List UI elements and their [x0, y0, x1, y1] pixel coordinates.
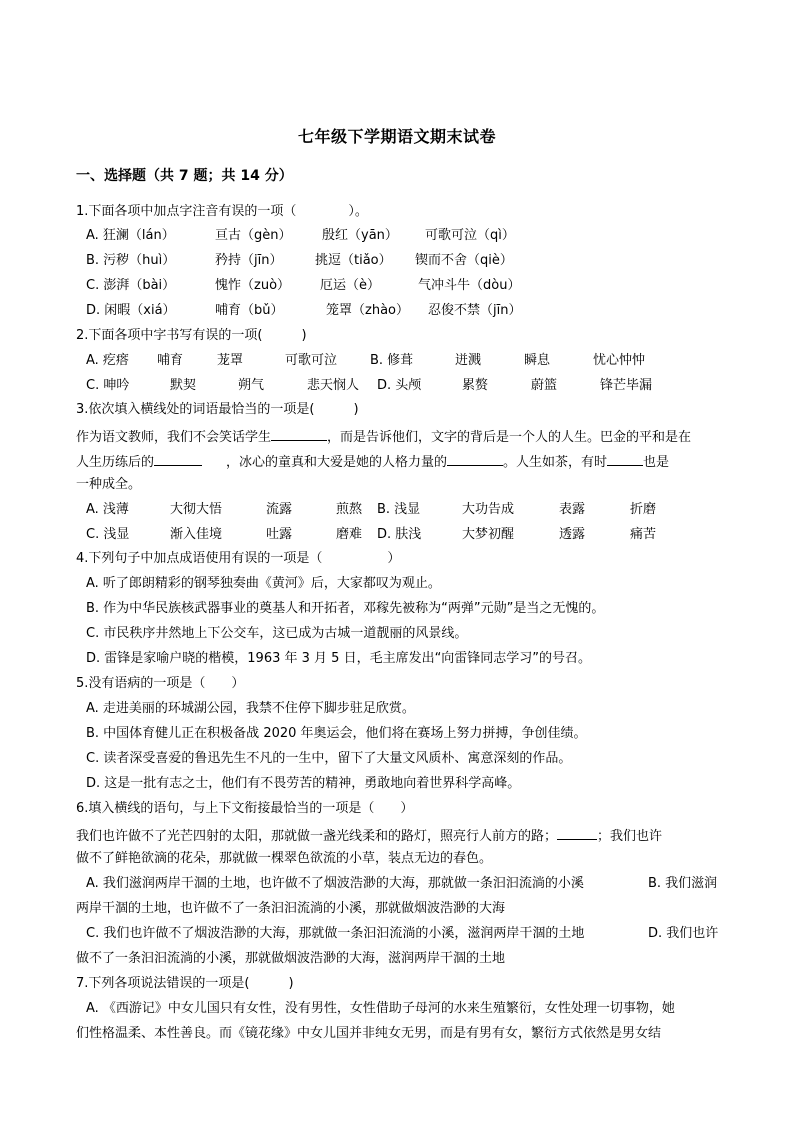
q1-option-d-4: 忍俊不禁（jīn）: [428, 303, 522, 318]
q6-option-a: A. 我们滋润两岸干涸的土地，也许做不了烟波浩渺的大海，那就做一条汩汩流淌的小溪: [86, 876, 584, 891]
question-3-passage-line-1: [76, 426, 691, 447]
q1-option-d-3: 笼罩（zhào）: [326, 303, 409, 318]
question-7-stem: 7.下列各项说法错误的一项是( ): [76, 976, 294, 991]
q2-cell: 迸溅: [455, 353, 482, 368]
q3-cell: 磨难: [336, 527, 363, 542]
q2-cell: 默契: [170, 378, 197, 393]
q3-cell: 大梦初醒: [462, 527, 515, 542]
q3-cell: 痛苦: [630, 527, 657, 542]
passage-text: ，而是告诉他们，文字的背后是一个人的人生。巴金的平和是在: [327, 430, 692, 445]
q1-option-c-4: 气冲斗牛（dòu）: [418, 278, 521, 293]
q2-cell: 锋芒毕漏: [600, 378, 653, 393]
q5-option-a: A. 走进美丽的环城湖公园，我禁不住停下脚步驻足欣赏。: [86, 701, 415, 716]
q3-cell: C. 浅显: [86, 527, 130, 542]
q6-option-b-start: B. 我们滋润: [648, 876, 718, 891]
q5-option-b: B. 中国体育健儿正在积极备战 2020 年奥运会，他们将在赛场上努力拼搏，争创佳绩。: [86, 726, 587, 741]
question-3-passage-line-3: 一种成全。: [76, 477, 142, 492]
q1-option-b-3: 挑逗（tiǎo）: [315, 253, 392, 268]
passage-text: ，冰心的童真和大爱是她的人格力量的: [226, 455, 448, 470]
q2-cell: 累赘: [462, 378, 489, 393]
q2-cell: 朔气: [238, 378, 265, 393]
q1-option-c-3: 厄运（è）: [320, 278, 380, 293]
fill-blank: [154, 451, 202, 466]
question-5-stem: 5.没有语病的一项是（ ）: [76, 676, 245, 691]
q6-option-d-cont: 做不了一条汩汩流淌的小溪，那就做烟波浩渺的大海，滋润两岸干涸的土地: [76, 951, 506, 966]
q3-cell: D. 肤浅: [377, 527, 422, 542]
passage-text: 我们也许做不了光芒四射的太阳，那就做一盏光线柔和的路灯，照亮行人前方的路；: [76, 829, 558, 844]
q3-cell: 大彻大悟: [170, 502, 223, 517]
passage-text: 。人生如茶，有时: [503, 455, 608, 470]
passage-text: 也是: [643, 455, 670, 470]
section-heading: 一、选择题（共 7 题；共 14 分）: [76, 168, 293, 184]
q2-cell: 忧心忡忡: [593, 353, 646, 368]
q1-option-c-2: 愧怍（zuò）: [215, 278, 291, 293]
passage-text: 作为语文教师，我们不会笑话学生: [76, 430, 272, 445]
q4-option-d: D. 雷锋是家喻户晓的楷模，1963 年 3 月 5 日，毛主席发出“向雷锋同志学习”的号召。: [86, 651, 592, 666]
q1-option-c-1: C. 澎湃（bài）: [86, 278, 176, 293]
q7-option-a-line-1: A. 《西游记》中女儿国只有女性，没有男性，女性借助子母河的水来生殖繁衍，女性处理一切事物，她: [86, 1001, 675, 1016]
q2-cell: 瞬息: [524, 353, 551, 368]
q1-option-d-2: 哺育（bǔ）: [215, 303, 284, 318]
q3-cell: B. 浅显: [377, 502, 421, 517]
q3-cell: A. 浅薄: [86, 502, 129, 517]
q3-cell: 渐入佳境: [170, 527, 223, 542]
question-6-stem: 6.填入横线的语句，与上下文衔接最恰当的一项是（ ）: [76, 801, 414, 816]
fill-blank: [271, 426, 327, 441]
question-2-stem: 2.下面各项中字书写有误的一项( ): [76, 328, 307, 343]
q3-cell: 折磨: [630, 502, 657, 517]
q2-cell: 可歌可泣: [285, 353, 338, 368]
q1-option-b-1: B. 污秽（huì）: [86, 253, 176, 268]
q2-cell: D. 头颅: [377, 378, 422, 393]
q2-cell: 哺育: [157, 353, 184, 368]
q3-cell: 煎熬: [336, 502, 363, 517]
question-1-stem: 1.下面各项中加点字注音有误的一项（ ）。: [76, 204, 368, 219]
q1-option-a-3: 殷红（yān）: [322, 228, 398, 243]
question-4-stem: 4.下列句子中加点成语使用有误的一项是（ ）: [76, 551, 401, 566]
fill-blank: [607, 451, 643, 466]
question-6-passage-line-2: 做不了鲜艳欲滴的花朵，那就做一棵翠色欲流的小草，装点无边的春色。: [76, 851, 493, 866]
q6-option-d-start: D. 我们也许: [648, 926, 719, 941]
q6-option-b-cont: 两岸干涸的土地，也许做不了一条汩汩流淌的小溪，那就做烟波浩渺的大海: [76, 901, 506, 916]
q4-option-a: A. 听了郎朗精彩的钢琴独奏曲《黄河》后，大家都叹为观止。: [86, 576, 441, 591]
q1-option-d-1: D. 闲暇（xiá）: [86, 303, 176, 318]
fill-blank: [557, 825, 597, 840]
q2-cell: C. 呻吟: [86, 378, 130, 393]
question-3-passage-line-2: [76, 451, 669, 472]
passage-text: 人生历练后的: [76, 455, 155, 470]
q2-cell: B. 修葺: [370, 353, 414, 368]
q3-cell: 吐露: [266, 527, 293, 542]
q3-cell: 流露: [266, 502, 293, 517]
q3-cell: 表露: [559, 502, 586, 517]
q5-option-d: D. 这是一批有志之士，他们有不畏劳苦的精神，勇敢地向着世界科学高峰。: [86, 776, 521, 791]
q1-option-a-2: 亘古（gèn）: [215, 228, 292, 243]
page-title: 七年级下学期语文期末试卷: [297, 127, 496, 146]
question-3-stem: 3.依次填入横线处的词语最恰当的一项是( ): [76, 402, 359, 417]
q4-option-c: C. 市民秩序井然地上下公交车，这已成为古城一道靓丽的风景线。: [86, 626, 468, 641]
question-6-passage-line-1: [76, 825, 662, 846]
q4-option-b: B. 作为中华民族核武器事业的奠基人和开拓者，邓稼先被称为“两弹”元勋”是当之无愧的。: [86, 601, 605, 616]
q2-cell: 悲天悯人: [307, 378, 360, 393]
q7-option-a-line-2: 们性格温柔、本性善良。而《镜花缘》中女儿国并非纯女无男，而是有男有女，繁衍方式依然是男女结: [76, 1026, 662, 1041]
q2-cell: 茏罩: [217, 353, 244, 368]
q2-cell: A. 疙瘩: [86, 353, 129, 368]
q1-option-b-2: 矜持（jīn）: [215, 253, 283, 268]
q1-option-a-4: 可歌可泣（qì）: [425, 228, 515, 243]
q1-option-a-1: A. 狂澜（lán）: [86, 228, 175, 243]
q3-cell: 大功告成: [462, 502, 515, 517]
q3-cell: 透露: [559, 527, 586, 542]
q1-option-b-4: 锲而不舍（qiè）: [415, 253, 513, 268]
q6-option-c: C. 我们也许做不了烟波浩渺的大海，那就做一条汩汩流淌的小溪，滋润两岸干涸的土地: [86, 926, 585, 941]
passage-text: ；我们也许: [597, 829, 663, 844]
q5-option-c: C. 读者深受喜爱的鲁迅先生不凡的一生中，留下了大量文风质朴、寓意深刻的作品。: [86, 751, 572, 766]
fill-blank: [447, 451, 503, 466]
q2-cell: 蔚篮: [531, 378, 558, 393]
